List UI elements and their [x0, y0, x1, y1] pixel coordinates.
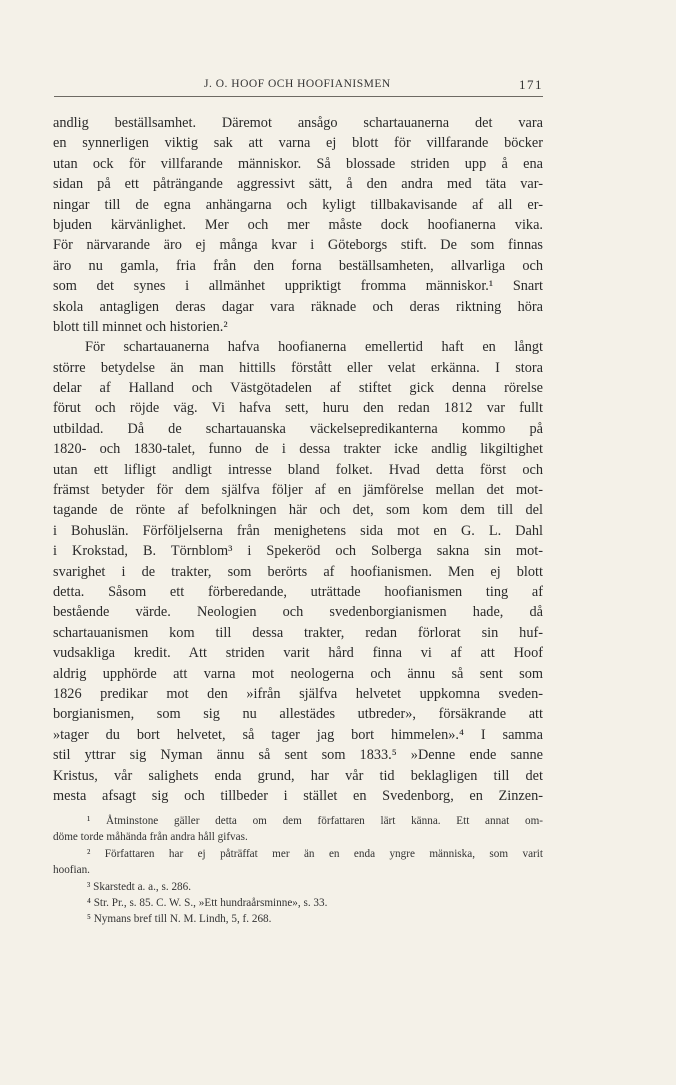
main-text — [53, 113, 543, 806]
text-line: svarighet i de trakter, som berörts af hoofianismen. Men ej blott — [53, 563, 543, 580]
running-header — [54, 74, 543, 97]
text-line: 1826 predikar mot den »ifrån själfva helvetet uppkomna sveden- — [53, 685, 543, 702]
running-title: J. O. HOOF OCH HOOFIANISMEN — [204, 78, 391, 90]
page-number: 171 — [519, 77, 543, 92]
text-line: delar af Halland och Västgötadelen af stiftet gick denna rörelse — [53, 380, 543, 397]
text-line: i Krokstad, B. Törnblom³ i Spekeröd och Solberga sakna sin mot- — [53, 543, 543, 560]
text-line: detta. Såsom ett förberedande, uträttade hoofianismen ting af — [53, 583, 543, 600]
text-line: som det synes i allmänhet uppriktigt fromma människor.¹ Snart — [53, 278, 543, 295]
text-line: en synnerligen viktig sak att varna ej blott för villfarande böcker — [53, 135, 543, 152]
text-line: äro nu gamla, fria från den forna beställsamheten, allvarliga och — [53, 257, 543, 274]
text-line: andlig beställsamhet. Däremot ansågo schartauanerna det vara — [53, 115, 543, 131]
footnote-line: döme torde måhända från andra håll gifvas. — [53, 831, 248, 844]
text-line: blott till minnet och historien.² — [53, 318, 228, 335]
text-line: schartauanismen kom till dessa trakter, redan förlorat sin huf- — [53, 624, 543, 641]
text-line: »tager du bort helvetet, så tager jag bort himmelen».⁴ I samma — [53, 726, 543, 743]
text-line: tagande de rönte af befolkningen här och det, som kom dem till del — [53, 502, 543, 519]
text-line: större betydelse än man hittills förstått eller velat erkänna. I stora — [53, 359, 543, 376]
text-line: ningar till de egna anhängarna och kyligt tillbakavisande af all er- — [53, 196, 543, 213]
text-line: utan ett lifligt andligt intresse bland folket. Hvad detta först och — [53, 461, 543, 478]
text-line: vudsakliga kredit. Att striden varit hård finna vi af att Hoof — [53, 645, 543, 662]
text-line: stil yttrar sig Nyman ännu så sent som 1833.⁵ »Denne ende sanne — [53, 747, 543, 764]
text-line: utan ock för villfarande människor. Så blossade striden upp å ena — [53, 155, 543, 172]
footnote-line: hoofian. — [53, 864, 90, 877]
text-line: skola antagligen deras dagar vara räknade och deras riktning höra — [53, 298, 543, 315]
text-line: bjuden kärvänlighet. Mer och mer måste dock hoofianerna vika. — [53, 216, 543, 233]
footnotes — [53, 813, 543, 928]
text-line: För närvarande äro ej många kvar i Göteborgs stift. De som finnas — [53, 237, 543, 254]
text-line: utbildad. Då de schartauanska väckelsepredikanterna kommo på — [53, 420, 543, 437]
footnote-line: ⁴ Str. Pr., s. 85. C. W. S., »Ett hundraårsminne», s. 33. — [87, 896, 328, 909]
text-line: i Bohuslän. Förföljelserna från menighetens sida mot en G. L. Dahl — [53, 522, 543, 539]
footnote-line: ⁵ Nymans bref till N. M. Lindh, 5, f. 268. — [87, 913, 272, 926]
footnote-line: ³ Skarstedt a. a., s. 286. — [87, 880, 192, 893]
footnote-line: ² Författaren har ej påträffat mer än en enda yngre människa, som varit — [87, 847, 543, 860]
text-line: 1820- och 1830-talet, funno de i dessa trakter icke andlig likgiltighet — [53, 441, 543, 458]
text-line: aldrig upphörde att varna mot neologerna och ännu så sent som — [53, 665, 543, 682]
text-line: Kristus, vår salighets enda grund, har vår tid beklagligen till det — [53, 767, 543, 784]
text-line: bestående värde. Neologien och svedenborgianismen hade, då — [53, 604, 543, 621]
text-line: mesta afsagt sig och tillbeder i stället en Svedenborg, en Zinzen- — [53, 787, 543, 804]
footnote-line: ¹ Åtminstone gäller detta om dem författaren lärt känna. Ett annat om- — [87, 815, 543, 827]
text-line: sidan på ett påträngande aggressivt sätt, å den andra med täta var- — [53, 176, 543, 193]
text-line: För schartauanerna hafva hoofianerna emellertid haft en långt — [85, 339, 543, 356]
text-line: förut och röjde väg. Vi hafva sett, huru den redan 1812 var fullt — [53, 400, 543, 417]
text-line: främst betyder för dem själfva följer af en jämförelse mellan det mot- — [53, 482, 543, 499]
text-line: borgianismen, som sig nu allestädes utbreder», försäkrande att — [53, 706, 543, 723]
